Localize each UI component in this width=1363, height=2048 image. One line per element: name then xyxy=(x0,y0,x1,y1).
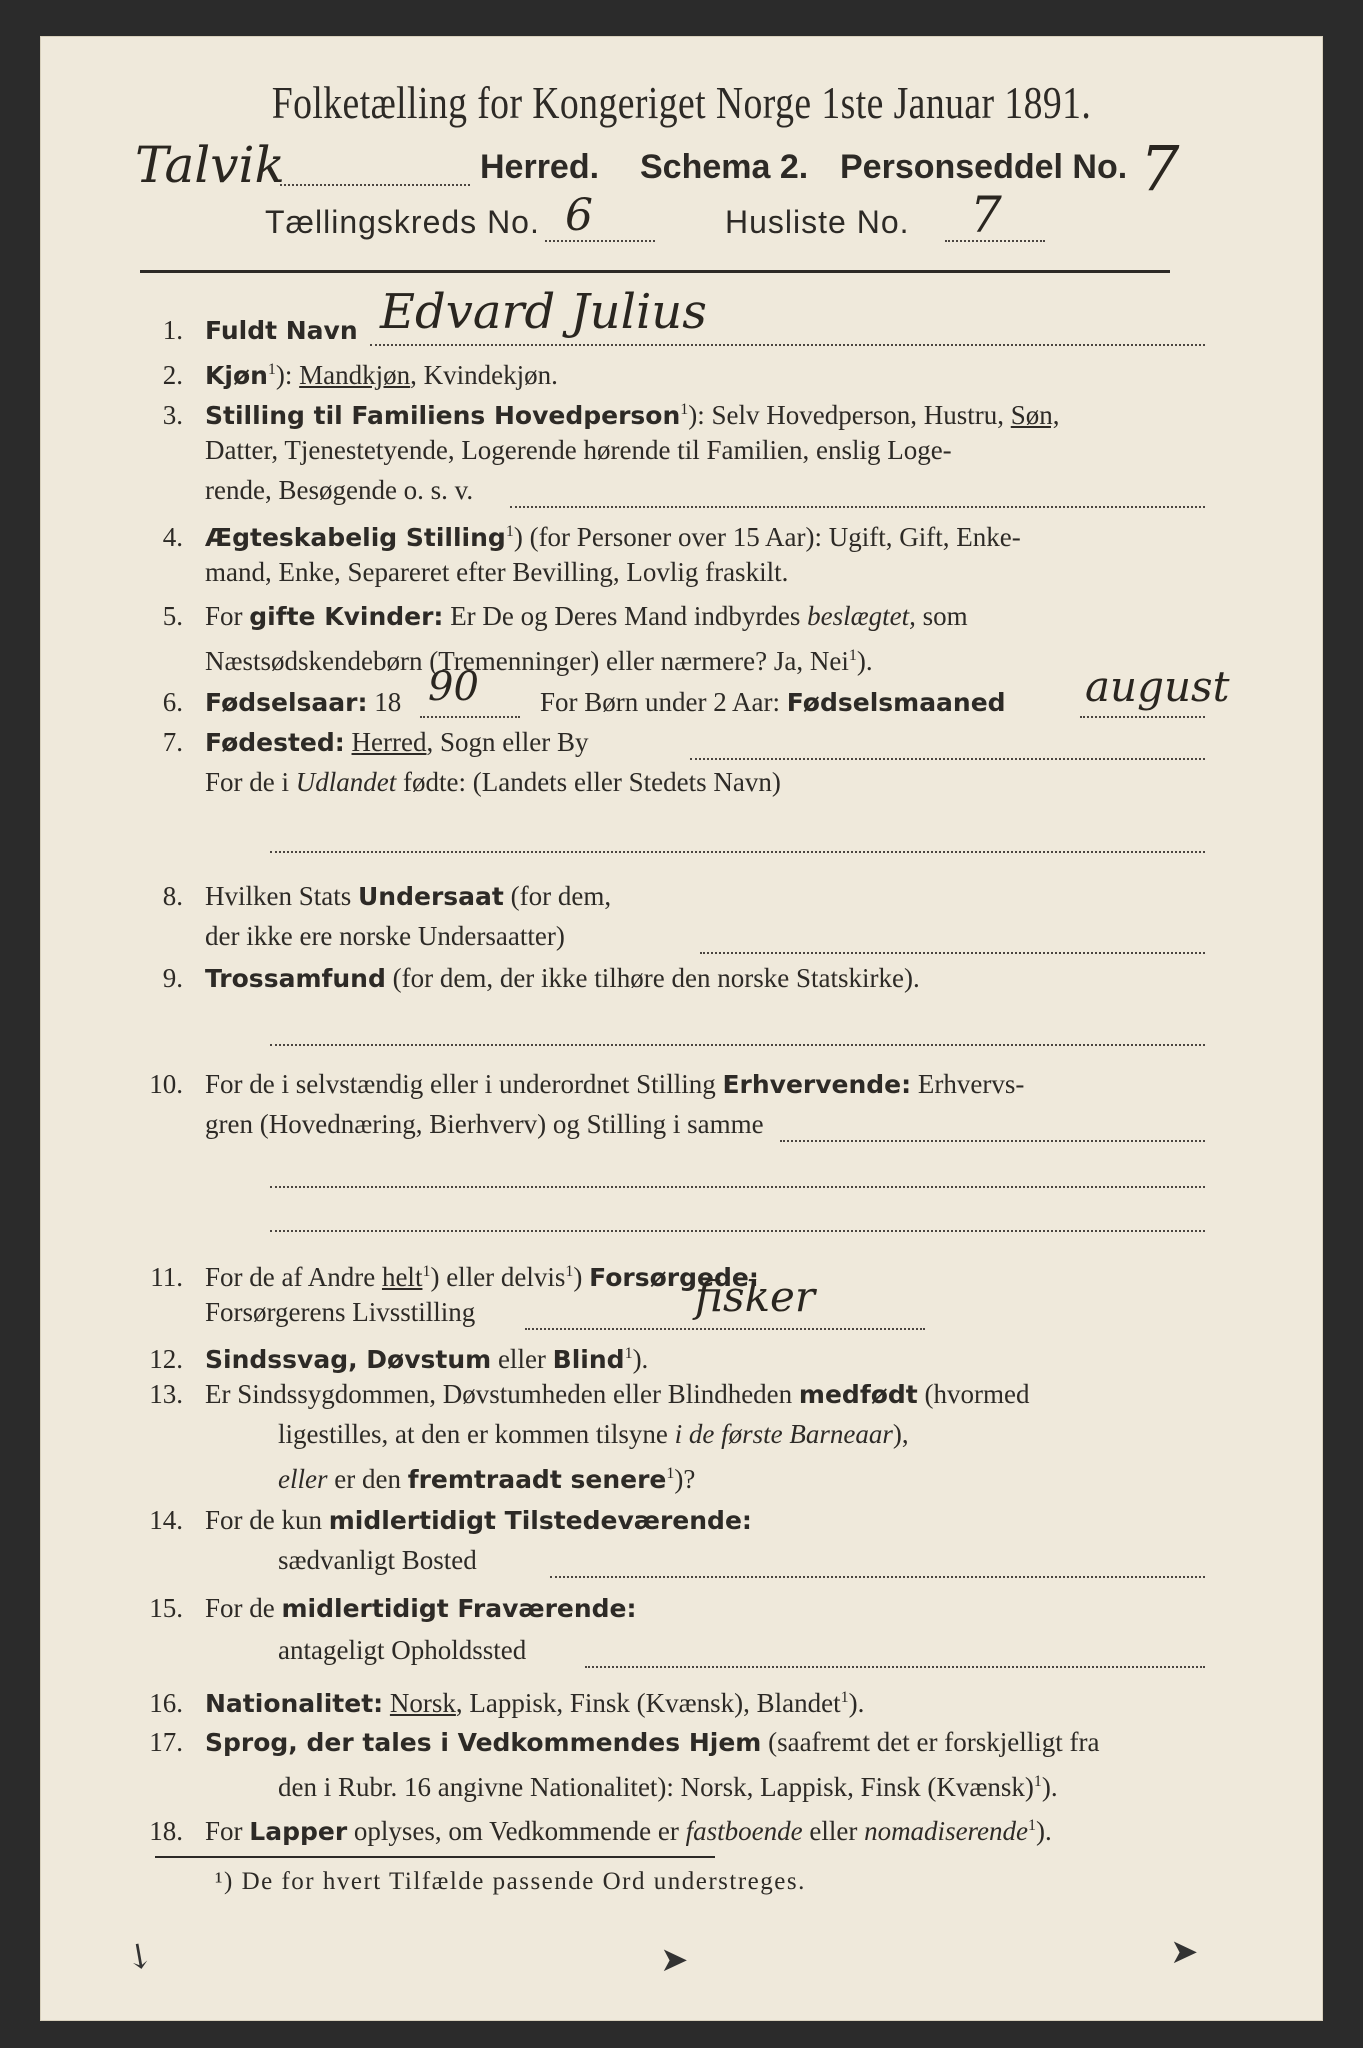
mandkjon-underlined: Mandkjøn xyxy=(299,360,411,390)
schema-label: Schema 2. xyxy=(640,148,809,186)
item-10-line2: gren (Hovednæring, Bierhverv) og Stilling i samme xyxy=(205,1109,764,1139)
kreds-label: Tællingskreds No. xyxy=(265,204,540,240)
helt-underlined: helt xyxy=(381,1262,423,1292)
item-2: 2. Kjøn$^1$): Mandkjøn, Kvindekjøn. xyxy=(162,360,558,390)
herred-dotline xyxy=(280,184,470,186)
item-7: 7. Fødested: Herred, Sogn eller By xyxy=(162,727,589,757)
herred-value: Talvik xyxy=(135,136,285,194)
item-1: 1. Fuldt Navn xyxy=(162,315,358,345)
item-11-line2: Forsørgerens Livsstilling xyxy=(205,1297,476,1327)
herred-label: Herred. xyxy=(480,148,600,186)
footnote: ¹) De for hvert Tilfælde passende Ord understreges. xyxy=(215,1868,806,1895)
item-10-blank-dotline-2 xyxy=(270,1230,1205,1232)
item-10: 10. For de i selvstændig eller i underordnet Stilling Erhvervende: Erhvervs- xyxy=(149,1069,1025,1099)
item-3-dotline xyxy=(510,506,1205,508)
header-rule xyxy=(140,270,1170,273)
kreds-value: 6 xyxy=(565,190,593,241)
item-16: 16. Nationalitet: Norsk, Lappisk, Finsk (Kvænsk), Blandet$^1$). xyxy=(149,1688,865,1718)
item-13: 13. Er Sindssygdommen, Døvstumheden eller Blindheden medfødt (hvormed xyxy=(149,1379,1030,1409)
item-14-line2: sædvanligt Bosted xyxy=(278,1545,477,1575)
item-3: 3. Stilling til Familiens Hovedperson$^1$): Selv Hovedperson, Hustru, Søn, xyxy=(162,400,1060,430)
provider-occupation-value: fisker xyxy=(695,1272,815,1321)
birth-month-dotline xyxy=(1080,716,1205,718)
name-dotline xyxy=(370,344,1205,346)
item-15-line2: antageligt Opholdssted xyxy=(278,1635,527,1665)
item-18: 18. For Lapper oplyses, om Vedkommende er fastboende eller nomadiserende$^1$). xyxy=(149,1816,1052,1846)
item-5: 5. For gifte Kvinder: Er De og Deres Mand indbyrdes beslægtet, som xyxy=(162,601,968,631)
item-15: 15. For de midlertidigt Fraværende: xyxy=(149,1593,637,1623)
tick-mark-left: ↘ xyxy=(116,1933,162,1980)
tick-mark-center: ➤ xyxy=(660,1942,689,1979)
item-6-mid: For Børn under 2 Aar: Fødselsmaaned xyxy=(540,687,1006,717)
item-4: 4. Ægteskabelig Stilling$^1$) (for Personer over 15 Aar): Ugift, Gift, Enke- xyxy=(162,522,1021,552)
item-9-dotline xyxy=(270,1044,1205,1046)
item-17-line2: den i Rubr. 16 angivne Nationalitet): Norsk, Lappisk, Finsk (Kvænsk)$^1$). xyxy=(278,1772,1058,1802)
item-10-dotline xyxy=(780,1140,1205,1142)
item-7-blank-dotline xyxy=(270,851,1205,853)
tick-mark-right: ➤ xyxy=(1170,1934,1199,1971)
item-9: 9. Trossamfund (for dem, der ikke tilhøre den norske Statskirke). xyxy=(162,963,920,993)
husliste-dotline xyxy=(945,240,1045,242)
husliste-label: Husliste No. xyxy=(725,204,910,240)
item-6: 6. Fødselsaar: 18 xyxy=(162,687,402,717)
item-15-dotline xyxy=(585,1666,1205,1668)
item-7-dotline xyxy=(690,758,1205,760)
item-14: 14. For de kun midlertidigt Tilstedeværende: xyxy=(149,1505,752,1535)
birth-year-value: 90 xyxy=(428,664,479,710)
name-value: Edvard Julius xyxy=(380,284,707,340)
form-title: Folketælling for Kongeriget Norge 1ste Januar 1891. xyxy=(271,77,1092,128)
item-12: 12. Sindssvag, Døvstum eller Blind$^1$). xyxy=(149,1344,649,1374)
norsk-underlined: Norsk xyxy=(389,1688,456,1718)
personseddel-label: Personseddel No. xyxy=(840,148,1128,186)
item-7-line2: For de i Udlandet fødte: (Landets eller Stedets Navn) xyxy=(205,767,781,797)
item-13-line2: ligestilles, at den er kommen tilsyne i de første Barneaar), xyxy=(278,1419,909,1449)
footnote-rule xyxy=(155,1856,715,1858)
birth-year-dotline xyxy=(420,716,520,718)
item-17: 17. Sprog, der tales i Vedkommendes Hjem (saafremt det er forskjelligt fra xyxy=(149,1727,1100,1757)
son-underlined: Søn, xyxy=(1010,400,1060,430)
husliste-value: 7 xyxy=(970,186,1002,244)
fuldt-navn-label: Fuldt Navn xyxy=(205,316,358,345)
birth-month-value: august xyxy=(1085,662,1230,711)
item-4-line2: mand, Enke, Separeret efter Bevilling, Lovlig fraskilt. xyxy=(205,557,789,587)
item-13-line3: eller er den fremtraadt senere$^1$)? xyxy=(278,1464,696,1494)
personseddel-value: 7 xyxy=(1140,132,1180,205)
item-11: 11. For de af Andre helt$^1$) eller delvis$^1$) Forsørgede: xyxy=(150,1262,759,1292)
herred-underlined: Herred xyxy=(351,727,427,757)
item-11-dotline xyxy=(525,1328,925,1330)
item-8-line2: der ikke ere norske Undersaatter) xyxy=(205,921,565,951)
item-3-line3: rende, Besøgende o. s. v. xyxy=(205,475,474,505)
census-form-sheet xyxy=(40,36,1323,2021)
item-5-line2: Næstsødskendebørn (Tremenninger) eller nærmere? Ja, Nei$^1$). xyxy=(205,646,873,676)
item-3-line2: Datter, Tjenestetyende, Logerende hørende til Familien, enslig Loge- xyxy=(205,435,952,465)
item-8: 8. Hvilken Stats Undersaat (for dem, xyxy=(162,881,612,911)
item-8-dotline xyxy=(700,952,1205,954)
item-10-blank-dotline-1 xyxy=(270,1186,1205,1188)
kreds-dotline xyxy=(545,240,655,242)
item-14-dotline xyxy=(550,1576,1205,1578)
